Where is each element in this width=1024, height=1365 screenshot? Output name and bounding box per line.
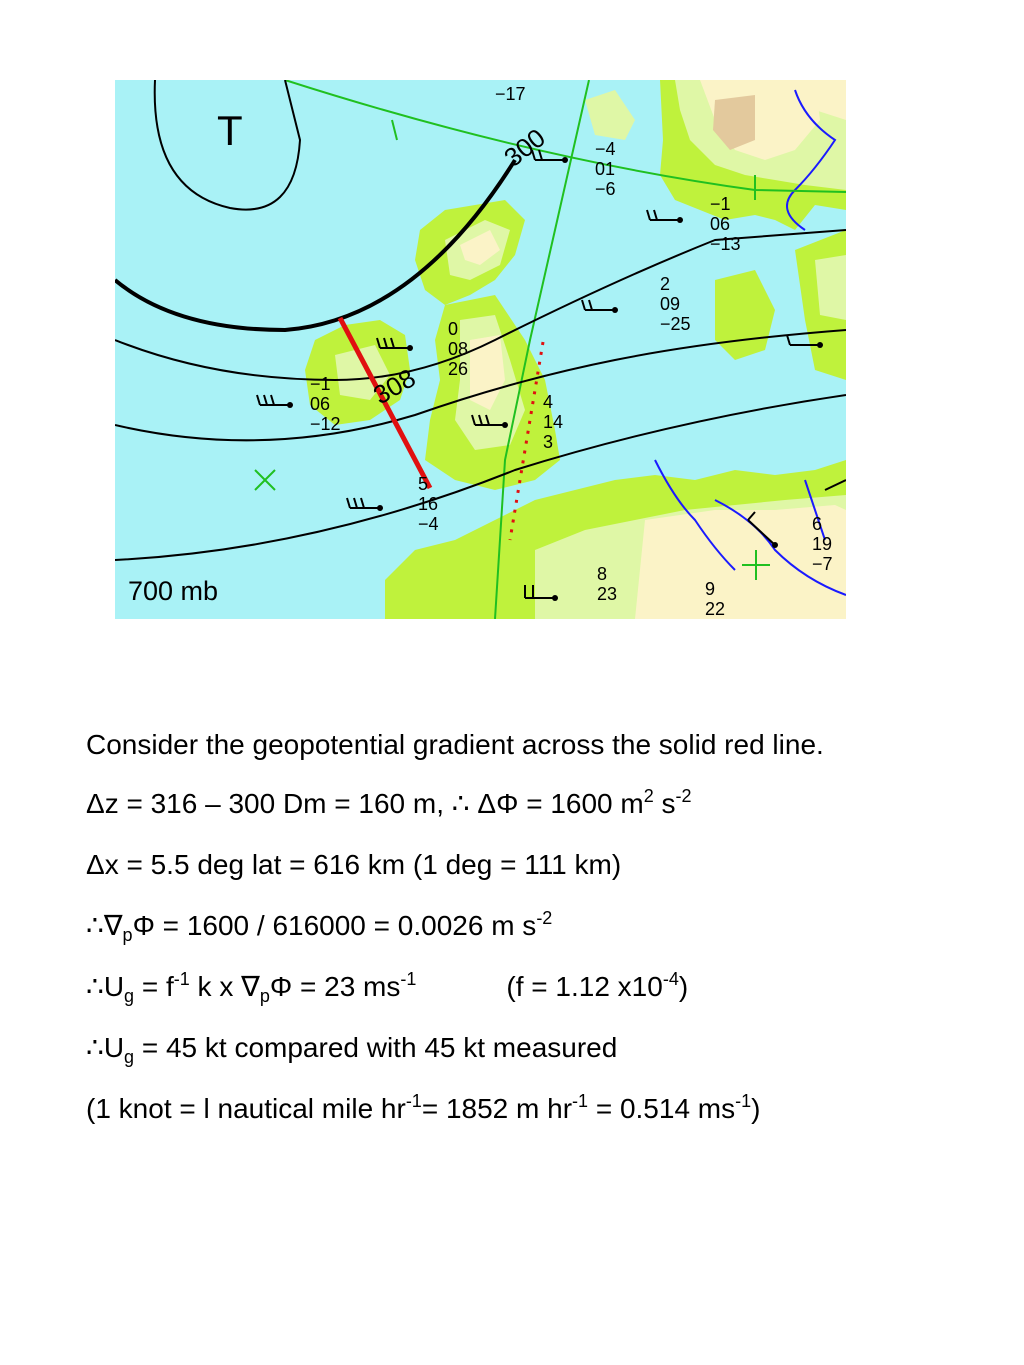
station-plot: 4 14 3 <box>543 392 564 452</box>
station-plot: −17 <box>495 84 526 104</box>
pressure-level-label: 700 mb <box>128 576 222 607</box>
station-plot: −4 01 −6 <box>595 139 616 199</box>
contour-label-308: 308 <box>368 362 421 411</box>
map-canvas <box>115 80 846 619</box>
station-plot: 8 23 <box>597 564 618 604</box>
station-plot: 5 16 −4 <box>418 474 439 534</box>
station-plot: 6 19 −7 <box>812 514 833 574</box>
contour-label-300: 300 <box>498 122 551 173</box>
equation-ug-knots: $\therefore U_g = 45$ kt compared with 45 kt measured <box>86 1032 618 1067</box>
intro-paragraph: Consider the geopotential gradient across the solid red line. <box>86 729 824 760</box>
equation-gradient: $\therefore\nabla_p\Phi = 1600 / 616000 = 0.0026$ m $s^{-2}$ <box>86 908 553 945</box>
station-plot: 9 22 <box>705 579 726 619</box>
low-marker: T <box>217 107 243 154</box>
station-plot: 0 08 26 <box>448 319 469 379</box>
station-plot: −1 06 −13 <box>710 194 741 254</box>
station-plot: 2 09 −25 <box>660 274 691 334</box>
equation-ug: $\therefore U_g = f^{-1}$ k x $\nabla_p\Phi = 23$ $ms^{-1}$ (f = 1.12 $x10^{-4}$) <box>86 969 689 1006</box>
station-plot: −1 06 −12 <box>310 374 341 434</box>
knot-conversion: (1 knot = l nautical mile $hr^{-1}= 1852$ m $hr^{-1} = 0.514$ $ms^{-1}$) <box>86 1091 761 1124</box>
explanation-text <box>86 724 946 1149</box>
weather-map <box>115 80 846 619</box>
equation-delta-x: Δx = 5.5 deg lat = 616 km (1 deg = 111 km) <box>86 849 622 880</box>
equation-delta-z: Δz = 316 – 300 Dm = 160 m, ∴ ΔΦ = 1600 $m^2$ $s^{-2}$ <box>86 786 692 819</box>
